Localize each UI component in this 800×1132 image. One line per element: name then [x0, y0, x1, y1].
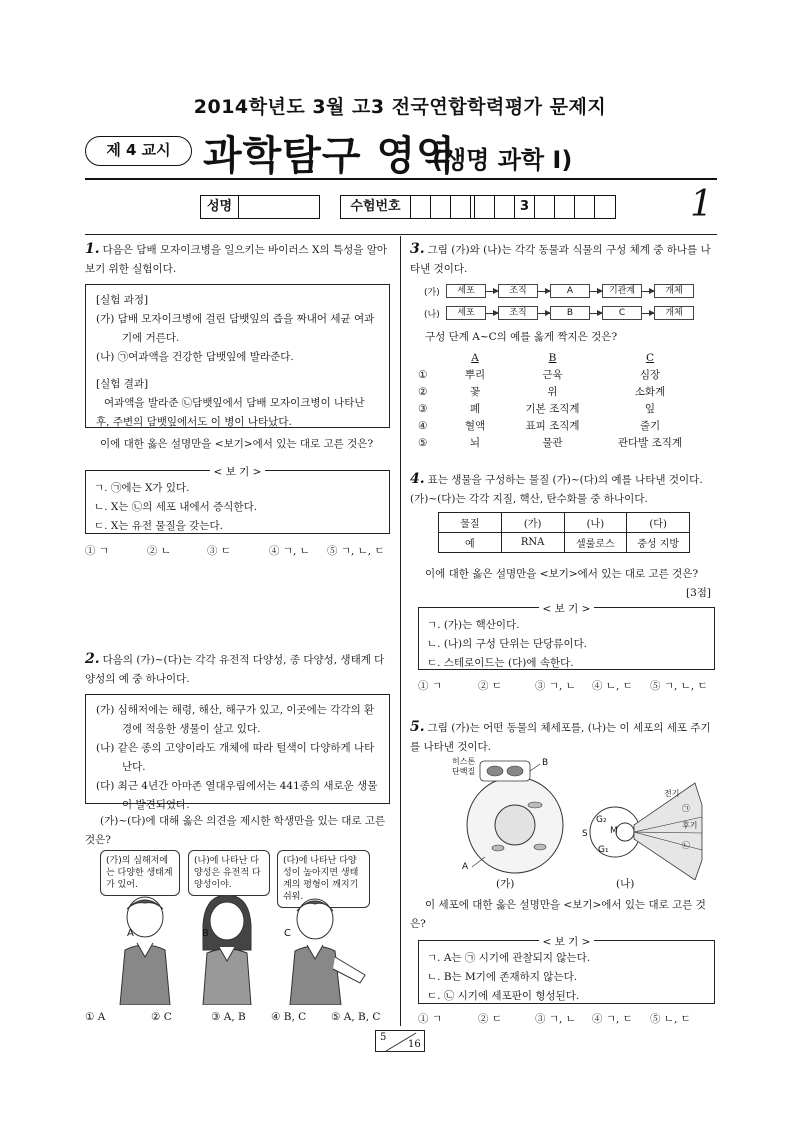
- q4-ask: 이에 대한 옳은 설명만을 <보기>에서 있는 대로 고른 것은?: [425, 568, 699, 580]
- q3-option-row[interactable]: [410, 384, 717, 401]
- q5-choice-2[interactable]: ② ㄷ: [478, 1013, 502, 1025]
- q5-label-c1: ㉠: [682, 804, 690, 813]
- q3-arrow: [486, 291, 498, 292]
- exam-number-cell-fixed: 3: [515, 196, 535, 218]
- exam-number-cell[interactable]: [411, 196, 431, 218]
- title-divider: [85, 178, 717, 180]
- q3-option-num: ①: [418, 369, 428, 381]
- q5-bogi-item: ㄷ. ㉡ 시기에 세포판이 형성된다.: [427, 990, 580, 1002]
- q4-stem-text: 표는 생물을 구성하는 물질 (가)~(다)의 예를 나타낸 것이다. (가)~(다)는 각각 지질, 핵산, 탄수화물 중 하나이다.: [410, 474, 703, 505]
- q1-bogi-item: ㄷ. X는 유전 물질을 갖는다.: [94, 520, 223, 532]
- exam-number-cell[interactable]: [431, 196, 451, 218]
- period-badge: 제 4 교시: [85, 136, 192, 166]
- exam-number-cell[interactable]: [475, 196, 495, 218]
- q3-cell: 혈액: [464, 420, 486, 432]
- q4-table-header: (다): [627, 513, 690, 533]
- q3-row-a-box: 기관계: [602, 284, 642, 298]
- name-field[interactable]: [200, 195, 320, 219]
- students-illustration: [95, 895, 390, 1005]
- student-c-figure: [290, 899, 365, 1005]
- q3-cell: 표피 조직계: [525, 420, 580, 432]
- q2-items-box: [85, 694, 390, 811]
- q3-row-b-box: 조직: [498, 306, 538, 320]
- q4-choice-1[interactable]: ① ㄱ: [418, 680, 442, 692]
- q2-choices: [85, 1011, 390, 1023]
- q5-label-early: 전기: [664, 789, 680, 798]
- speech-bubble-a: (가)의 심해저에는 다양한 생태계가 있어.: [100, 850, 180, 896]
- name-label: 성명: [201, 196, 239, 218]
- q1-experiment-box: [85, 284, 390, 428]
- q5-bogi-item: ㄱ. A는 ㉠ 시기에 관찰되지 않는다.: [427, 952, 591, 964]
- q5-label-g2: G₂: [596, 815, 607, 825]
- q1-stem-text: 다음은 담배 모자이크병을 일으키는 바이러스 X의 특성을 알아보기 위한 실험이다.: [85, 244, 388, 275]
- q3-option-num: ②: [418, 386, 428, 398]
- q5-choices: [418, 1011, 717, 1026]
- q5-choice-3[interactable]: ③ ㄱ, ㄴ: [535, 1013, 576, 1025]
- q3-number: 3.: [410, 241, 425, 257]
- exam-number-label: 수험번호: [341, 196, 411, 218]
- q1-step-a: (가) 담배 모자이크병에 걸린 담뱃잎의 즙을 짜내어 세균 여과기에 거른다.: [96, 313, 375, 344]
- q4-table-cell: 예: [439, 533, 502, 553]
- q3-cell: 폐: [469, 403, 481, 415]
- exam-title: 2014학년도 3월 고3 전국연합학력평가 문제지: [193, 96, 607, 118]
- q3-cell: 관다발 조직계: [617, 437, 683, 449]
- q5-label-g1: G₁: [598, 845, 609, 855]
- exam-number-cell[interactable]: [451, 196, 471, 218]
- q1-result: 여과액을 발라준 ㉡담뱃잎에서 담배 모자이크병이 나타난 후, 주변의 담뱃잎에서도 이 병이 나타났다.: [96, 397, 365, 428]
- q3-header: C: [645, 352, 655, 364]
- q3-option-row[interactable]: [410, 418, 717, 435]
- q1-process-title: [실험 과정]: [96, 294, 149, 306]
- exam-number-cell[interactable]: [575, 196, 595, 218]
- current-page: 5: [380, 1032, 387, 1043]
- q3-arrow: [642, 291, 654, 292]
- q3-row-b-label: (나): [424, 310, 440, 320]
- q1-choice-5[interactable]: ⑤ ㄱ, ㄴ, ㄷ: [327, 545, 385, 557]
- q5-nucleus: [495, 805, 535, 845]
- q3-arrow: [538, 291, 550, 292]
- q4-number: 4.: [410, 471, 425, 487]
- q3-option-num: ③: [418, 403, 428, 415]
- q4-table-header: 물질: [439, 513, 502, 533]
- q3-cell: 위: [547, 386, 558, 398]
- q3-option-row[interactable]: [410, 367, 717, 384]
- q5-choice-5[interactable]: ⑤ ㄴ, ㄷ: [650, 1013, 691, 1025]
- q3-row-a-box: 개체: [654, 284, 694, 298]
- q5-bogi-title: < 보 기 >: [539, 936, 595, 948]
- exam-number-cell[interactable]: [595, 196, 615, 218]
- q5-bogi-item: ㄴ. B는 M기에 존재하지 않는다.: [427, 971, 578, 983]
- q4-choice-4[interactable]: ④ ㄴ, ㄷ: [592, 680, 633, 692]
- q2-choice-3[interactable]: ③ A, B: [211, 1011, 246, 1023]
- q4-choices: [418, 678, 717, 693]
- column-divider: [400, 236, 401, 1026]
- q4-table-header: (가): [501, 513, 564, 533]
- q1-number: 1.: [85, 241, 100, 257]
- q5-choice-4[interactable]: ④ ㄱ, ㄷ: [592, 1013, 633, 1025]
- q4-table-cell: 중성 지방: [627, 533, 690, 553]
- q3-arrow: [486, 313, 498, 314]
- q5-figure: [440, 755, 710, 880]
- q2-item: (다) 최근 4년간 아마존 열대우림에서는 441종의 새로운 생물이 발견되었다.: [96, 780, 378, 811]
- q1-result-title: [실험 결과]: [96, 378, 149, 390]
- q5-label-s: S: [582, 829, 588, 839]
- q3-answer-table: [410, 350, 717, 452]
- exam-number-cell[interactable]: [555, 196, 575, 218]
- subject-title: 과학탐구 영역: [203, 133, 456, 179]
- q3-arrow: [590, 291, 602, 292]
- q3-cell: 뿌리: [464, 369, 486, 381]
- q2-item: (나) 같은 종의 고양이라도 개체에 따라 털색이 다양하게 나타난다.: [96, 742, 375, 773]
- content-top-rule: [85, 234, 717, 235]
- q1-choice-4[interactable]: ④ ㄱ, ㄴ: [269, 545, 310, 557]
- q3-stem: [410, 240, 717, 279]
- q3-row-b-box: 세포: [446, 306, 486, 320]
- q5-m-phase: [616, 823, 634, 841]
- q3-cell: 물관: [542, 437, 563, 449]
- q2-ask: (가)~(다)에 대해 옳은 의견을 제시한 학생만을 있는 대로 고른 것은?: [85, 815, 386, 846]
- q5-label-late: 후기: [682, 821, 698, 830]
- subject-subtitle: (생명 과학 Ⅰ): [432, 146, 573, 174]
- q3-cell: 잎: [644, 403, 656, 415]
- q1-choice-2[interactable]: ② ㄴ: [147, 545, 171, 557]
- q4-table-header: (나): [564, 513, 627, 533]
- student-a-figure: [120, 897, 170, 1005]
- q3-row-b-box: B: [550, 306, 590, 320]
- q1-bogi-item: ㄴ. X는 ㉡의 세포 내에서 증식한다.: [94, 501, 258, 513]
- q3-arrow: [590, 313, 602, 314]
- q2-choice-1[interactable]: ① A: [85, 1011, 106, 1023]
- q2-choice-2[interactable]: ② C: [151, 1011, 172, 1023]
- q5-caption-a: (가): [496, 878, 515, 890]
- q5-histone-label: [452, 757, 475, 777]
- q1-step-b: (나) ㉠여과액을 건강한 담뱃잎에 발라준다.: [96, 351, 294, 363]
- q5-bogi-box: [418, 936, 715, 1004]
- q4-choice-3[interactable]: ③ ㄱ, ㄴ: [535, 680, 576, 692]
- q1-ask: 이에 대한 옳은 설명만을 <보기>에서 있는 대로 고른 것은?: [100, 438, 374, 450]
- q5-choice-1[interactable]: ① ㄱ: [418, 1013, 442, 1025]
- q2-choice-5[interactable]: ⑤ A, B, C: [331, 1011, 381, 1023]
- q4-table-cell: 셀룰로스: [564, 533, 627, 553]
- q3-row-a-label: (가): [424, 288, 440, 298]
- student-a-label: A: [127, 928, 134, 939]
- q4-bogi-item: ㄷ. 스테로이드는 (다)에 속한다.: [427, 657, 574, 669]
- q3-option-num: ⑤: [418, 437, 428, 449]
- student-b-label: B: [202, 928, 209, 939]
- speech-bubble-b: (나)에 나타난 다양성은 유전적 다양성이야.: [188, 850, 270, 896]
- q3-cell: 뇌: [469, 437, 481, 449]
- total-pages: 16: [408, 1039, 421, 1050]
- q3-row-a-box: 세포: [446, 284, 486, 298]
- q3-arrow: [642, 313, 654, 314]
- q5-caption-b: (나): [616, 878, 635, 890]
- q5-label-b: B: [542, 758, 549, 768]
- q3-arrow: [538, 313, 550, 314]
- q2-number: 2.: [85, 651, 100, 667]
- q3-header: A: [471, 352, 479, 364]
- q4-table-cell: RNA: [501, 533, 564, 553]
- q4-stem: [410, 470, 717, 509]
- q3-cell: 심장: [639, 369, 661, 381]
- q1-stem: [85, 240, 390, 279]
- name-input[interactable]: [239, 196, 319, 218]
- exam-number-cell[interactable]: [495, 196, 515, 218]
- q3-cell: 꽃: [469, 386, 481, 398]
- page-indicator: [375, 1030, 425, 1052]
- q4-choice-5[interactable]: ⑤ ㄱ, ㄴ, ㄷ: [650, 680, 708, 692]
- q3-cell: 기본 조직계: [525, 403, 580, 415]
- q1-bogi-item: ㄱ. ㉠에는 X가 있다.: [94, 482, 190, 494]
- q1-bogi-title: < 보 기 >: [210, 466, 266, 478]
- q3-stem-text: 그림 (가)와 (나)는 각각 동물과 식물의 구성 체계 중 하나를 나타낸 것이다.: [410, 244, 711, 275]
- q1-choice-1[interactable]: ① ㄱ: [85, 545, 109, 557]
- q1-bogi-box: [85, 466, 390, 534]
- q5-histone-text: 히스톤: [452, 757, 476, 766]
- q3-cell: 줄기: [639, 420, 661, 432]
- q4-bogi-item: ㄴ. (나)의 구성 단위는 단당류이다.: [427, 638, 588, 650]
- q2-stem-text: 다음의 (가)~(다)는 각각 유전적 다양성, 종 다양성, 생태계 다양성의 예 중 하나이다.: [85, 654, 385, 685]
- q5-ask: 이 세포에 대한 옳은 설명만을 <보기>에서 있는 대로 고른 것은?: [410, 899, 706, 930]
- q5-label-a: A: [462, 862, 469, 872]
- student-b-figure: [203, 895, 251, 1005]
- q4-points: [3점]: [686, 587, 712, 599]
- q3-option-row[interactable]: [410, 435, 717, 452]
- q5-number: 5.: [410, 719, 425, 735]
- q3-ask: 구성 단계 A~C의 예를 옳게 짝지은 것은?: [425, 331, 618, 343]
- q3-row-a-box: A: [550, 284, 590, 298]
- q5-stem: [410, 718, 717, 757]
- q5-stem-text: 그림 (가)는 어떤 동물의 체세포를, (나)는 이 세포의 세포 주기를 나타낸 것이다.: [410, 722, 711, 753]
- q1-choice-3[interactable]: ③ ㄷ: [207, 545, 231, 557]
- q3-cell: 소화계: [634, 386, 666, 398]
- q3-cell: 근육: [542, 369, 563, 381]
- q4-bogi-item: ㄱ. (가)는 핵산이다.: [427, 619, 520, 631]
- q3-row-b-box: C: [602, 306, 642, 320]
- q4-choice-2[interactable]: ② ㄷ: [478, 680, 502, 692]
- q5-label-m: M: [610, 826, 618, 836]
- q2-stem: [85, 650, 390, 689]
- q3-option-row[interactable]: [410, 401, 717, 418]
- q2-choice-4[interactable]: ④ B, C: [271, 1011, 307, 1023]
- exam-number-cell[interactable]: [535, 196, 555, 218]
- q4-bogi-title: < 보 기 >: [539, 603, 595, 615]
- student-c-label: C: [284, 928, 291, 939]
- speech-bubble-c: (다)에 나타난 다양성이 높아지면 생태계의 평형이 깨지기 쉬워.: [277, 850, 370, 908]
- q3-header: B: [548, 352, 557, 364]
- exam-number-field[interactable]: [340, 195, 616, 219]
- q3-option-num: ④: [418, 420, 428, 432]
- q4-bogi-box: [418, 603, 715, 670]
- q3-row-b-box: 개체: [654, 306, 694, 320]
- q5-label-c2: ㉡: [682, 841, 690, 850]
- q2-item: (가) 심해저에는 해령, 해산, 해구가 있고, 이곳에는 각각의 환경에 적응한 생물이 살고 있다.: [96, 704, 375, 735]
- q3-row-a-box: 조직: [498, 284, 538, 298]
- page-number: 1: [690, 184, 713, 225]
- q5-protein-text: 단백질: [452, 767, 476, 776]
- q1-choices: [85, 543, 390, 558]
- q4-table: [438, 512, 690, 553]
